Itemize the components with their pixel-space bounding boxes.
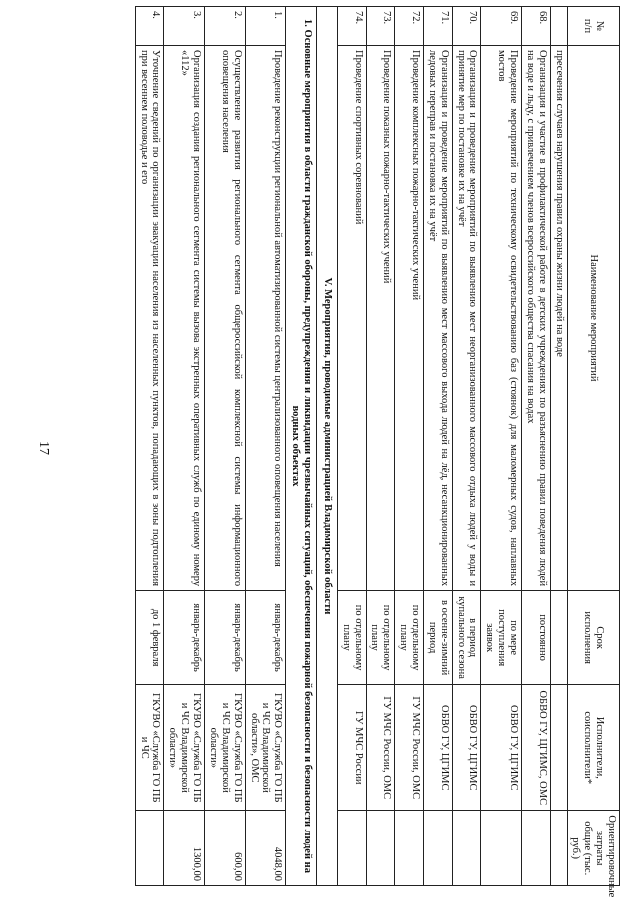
cell-num: 1. [245,7,286,46]
cell-num: 4. [135,7,164,46]
cell-cost [481,811,522,886]
cell-exec: ГУ МЧС России, ОМС [395,685,424,811]
header-cost: Ориентировочные затраты общие (тыс. руб.) [567,811,619,886]
table-row [521,7,550,886]
cell-term: январь-декабрь [245,591,286,685]
cell-name: Проведение показных пожарно-тактических учений [366,46,395,591]
cell-exec: ГКУВО «Служба ГО ПБ и ЧС Владимирской области» [164,685,205,811]
cell-exec: ГКУВО «Служба ГО ПБ и ЧС [135,685,164,811]
cell-name: Проведение комплексных пожарно-тактических учений [395,46,424,591]
cell-term: по мере поступления заявок [481,591,522,685]
plan-table [135,6,620,898]
cell-cost: 4048,00 [245,811,286,886]
cell-num: 69. [481,7,522,46]
table-row [135,7,164,886]
cell-name: Организация и проведение мероприятий по выявлению мест неорганизованного массового отдыха людей у воды и принятие мер по постановке их на учёт [452,46,481,591]
cell-term: по отдельному плану [337,591,366,685]
subsection-heading-row [286,7,317,886]
cell-name: Проведение спортивных соревнований [337,46,366,591]
cell-term: в осенне-зимний период [423,591,452,685]
cell-cost [423,811,452,886]
cell-term [550,591,567,685]
header-exec: Исполнители, соисполнители* [567,685,619,811]
table-row [481,7,522,886]
cell-exec: ОБВО ГУ, ЦГИМС [481,685,522,811]
cell-cost [366,811,395,886]
cell-cost [550,811,567,886]
cell-cost [337,811,366,886]
cell-exec [550,685,567,811]
cell-term: по отдельному плану [395,591,424,685]
page-number: 17 [36,441,51,455]
cell-term: постоянно [521,591,550,685]
cell-num: 68. [521,7,550,46]
cell-num: 73. [366,7,395,46]
cell-exec: ОБВО ГУ, ЦГИМС, ОМС [521,685,550,811]
cell-exec: ГКУВО «Служба ГО ПБ и ЧС Владимирской области» [205,685,246,811]
table-row [550,7,567,886]
table-header-row [567,7,619,886]
section-heading-row [316,7,337,886]
cell-num: 2. [205,7,246,46]
cell-name: Осуществление развития регионального сегмента общероссийской комплексной системы информационного оповещения населения [205,46,246,591]
table-row [366,7,395,886]
table-row [245,7,286,886]
cell-exec: ГУ МЧС России [337,685,366,811]
rotated-page [80,0,640,900]
cell-name: Организация создания регионального сегмента системы вызова экстренных оперативных служб по единому номеру «112» [164,46,205,591]
cell-exec: ОБВО ГУ, ЦГИМС [423,685,452,811]
cell-name: Организация и проведение мероприятий по выявлению мест массового выхода людей на лёд, несанкционированных ледовых переправ и постановка их на учёт [423,46,452,591]
header-num: № п/п [567,7,619,46]
cell-num: 72. [395,7,424,46]
cell-name: Уточнение сведений по организации эвакуации населения из населенных пунктов, попадающих в зоны подтопления при весеннем половодье и его [135,46,164,591]
cell-num: 71. [423,7,452,46]
subsection-title: 1. Основные мероприятия в области гражданской обороны, предупреждения и ликвидации чрезвычайных ситуаций, обеспечения пожарной безопасности и безопасности людей на водных объектах [286,7,317,886]
cell-num: 74. [337,7,366,46]
cell-cost [395,811,424,886]
header-name: Наименование мероприятий [567,46,619,591]
cell-cost: 600,00 [205,811,246,886]
cell-exec: ОБВО ГУ, ЦГИМС [452,685,481,811]
table-row [164,7,205,886]
table-row [395,7,424,886]
cell-cost [452,811,481,886]
table-row [423,7,452,886]
cell-name: Проведение реконструкции региональной автоматизированной системы централизованного оповещения населения [245,46,286,591]
cell-term: до 1 февраля [135,591,164,685]
cell-term: в период купального сезона [452,591,481,685]
cell-name: Организация и участие в профилактической работе в детских учреждениях по разъяснению правил поведения людей на воде и льду, с привлечением членов всероссийского общества спасания на водах [521,46,550,591]
cell-name: Проведение мероприятий по техническому освидетельствованию баз (стоянок) для маломерных судов, наплавных мостов [481,46,522,591]
header-term: Срок исполнения [567,591,619,685]
cell-num [550,7,567,46]
cell-cost: 1300,00 [164,811,205,886]
cell-cost [521,811,550,886]
section-title: V. Мероприятия, проводимые администрацией Владимирской области [316,7,337,886]
cell-term: январь-декабрь [164,591,205,685]
cell-term: январь-декабрь [205,591,246,685]
cell-num: 70. [452,7,481,46]
cell-term: по отдельному плану [366,591,395,685]
cell-exec: ГКУВО «Служба ГО ПБ и ЧС Владимирской области», ОМС [245,685,286,811]
table-row [205,7,246,886]
cell-num: 3. [164,7,205,46]
cell-name: пресечения случаев нарушения правил охраны жизни людей на воде [550,46,567,591]
table-row [452,7,481,886]
cell-cost [135,811,164,886]
cell-exec: ГУ МЧС России, ОМС [366,685,395,811]
table-row [337,7,366,886]
